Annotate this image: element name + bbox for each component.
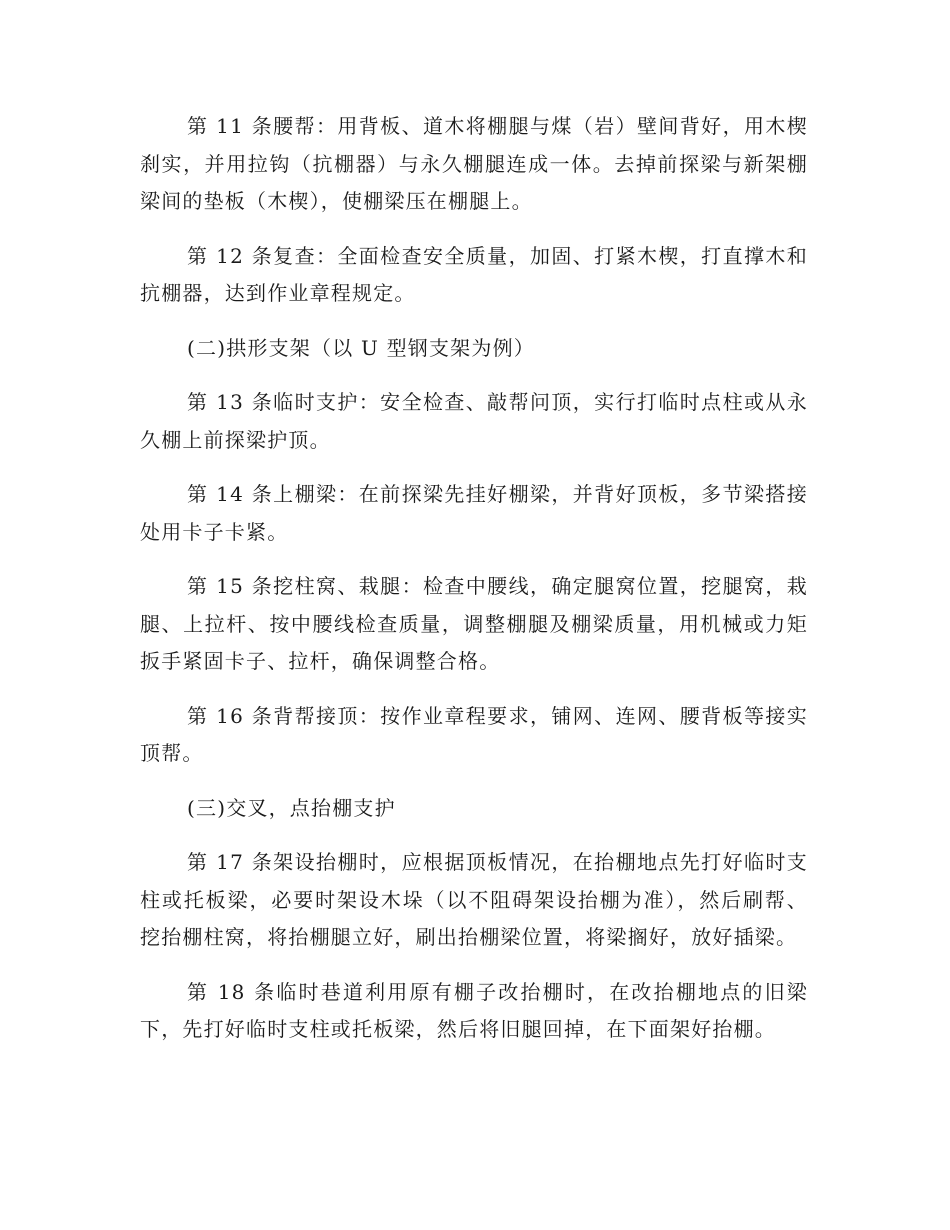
section-heading-arch-support: (二)拱形支架（以 U 型钢支架为例） xyxy=(187,335,535,360)
document-body xyxy=(140,108,808,1066)
paragraph-article-14: 第 14 条上棚梁：在前探梁先挂好棚梁，并背好顶板，多节梁搭接处用卡子卡紧。 xyxy=(140,482,808,544)
paragraph-article-12: 第 12 条复查：全面检查安全质量，加固、打紧木楔，打直撑木和抗棚器，达到作业章程规定。 xyxy=(140,243,808,305)
paragraph-article-16: 第 16 条背帮接顶：按作业章程要求，铺网、连网、腰背板等接实顶帮。 xyxy=(140,703,808,765)
paragraph-article-13: 第 13 条临时支护：安全检查、敲帮问顶，实行打临时点柱或从永久棚上前探梁护顶。 xyxy=(140,390,808,452)
section-heading-intersection-support: (三)交叉，点抬棚支护 xyxy=(187,795,396,820)
paragraph-article-17: 第 17 条架设抬棚时，应根据顶板情况，在抬棚地点先打好临时支柱或托板梁，必要时架设木垛（以不阻碍架设抬棚为准），然后刷帮、挖抬棚柱窝，将抬棚腿立好，刷出抬棚梁位置，将梁搁好，放好插梁。 xyxy=(140,850,808,949)
paragraph-article-11: 第 11 条腰帮：用背板、道木将棚腿与煤（岩）壁间背好，用木楔刹实，并用拉钩（抗棚器）与永久棚腿连成一体。去掉前探梁与新架棚梁间的垫板（木楔），使棚梁压在棚腿上。 xyxy=(140,114,808,213)
paragraph-article-15: 第 15 条挖柱窝、栽腿：检查中腰线，确定腿窝位置，挖腿窝，栽腿、上拉杆、按中腰线检查质量，调整棚腿及棚梁质量，用机械或力矩扳手紧固卡子、拉杆，确保调整合格。 xyxy=(140,574,808,673)
paragraph-article-18: 第 18 条临时巷道利用原有棚子改抬棚时，在改抬棚地点的旧梁下，先打好临时支柱或托板梁，然后将旧腿回掉，在下面架好抬棚。 xyxy=(140,979,808,1041)
